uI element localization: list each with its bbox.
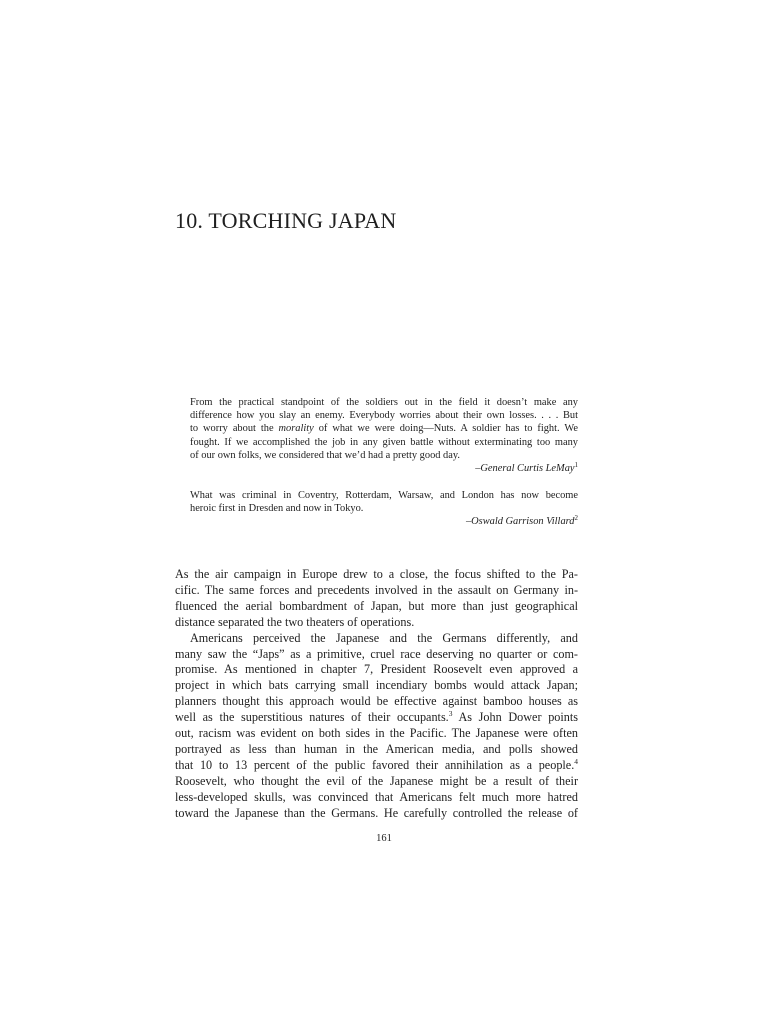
epigraph-attribution [190,515,578,528]
body-line: fluenced the aerial bombardment of Japan, but more than just geographical [175,598,578,613]
body-line: cific. The same forces and precedents involved in the assault on Germany in- [175,582,578,597]
body-line: out, racism was evident on both sides in the Pacific. The Japanese were often [175,726,578,741]
epigraph-lemay [190,396,578,475]
epigraph-attribution [190,462,578,475]
epigraph-line [190,422,578,435]
body-line: As the air campaign in Europe drew to a close, the focus shifted to the Pa- [175,567,578,581]
body-line: many saw the “Japs” as a primitive, cruel race deserving no quarter or com- [175,646,578,661]
emphasis-morality: morality [278,423,314,435]
body-text-run: well as the superstitious natures of their occupants. [175,710,449,725]
body-line [175,758,578,774]
paragraph [175,567,578,631]
chapter-title: 10. TORCHING JAPAN [175,208,397,233]
body-line: Roosevelt, who thought the evil of the Japanese might be a result of their [175,773,578,788]
body-line: toward the Japanese than the Germans. He carefully controlled the release of [175,805,578,820]
epigraph-text: to worry about the [190,423,279,435]
body-line: portrayed as less than human in the American media, and polls showed [175,741,578,756]
page-number: 161 [376,833,392,844]
body-text-run: As John Dower points [452,710,578,725]
epigraph-line: of our own folks, we considered that we’d had a pretty good day. [190,449,460,461]
epigraph-villard [190,489,578,529]
paragraph [175,631,578,822]
body-text-run: that 10 to 13 percent of the public favored their annihilation as a people. [175,757,575,772]
body-line: project in which bats carrying small incendiary bombs would attack Japan; [175,678,578,693]
body-line [175,710,578,726]
body-line: promise. As mentioned in chapter 7, President Roosevelt even approved a [175,662,578,677]
attribution-name: –Oswald Garrison Villard [465,516,575,528]
epigraph-line: heroic first in Dresden and now in Tokyo. [190,503,364,515]
attribution-name: –General Curtis LeMay [475,463,575,475]
body-line: less-developed skulls, was convinced that Americans felt much more hatred [175,789,578,804]
body-line: distance separated the two theaters of operations. [175,614,415,629]
epigraph-text: of what we were doing—Nuts. A soldier has to fight. We [313,423,578,435]
epigraph-line: fought. If we accomplished the job in any given battle without exterminating too many [190,436,578,448]
epigraph-line: What was criminal in Coventry, Rotterdam, Warsaw, and London has now become [190,490,578,501]
epigraph-line: From the practical standpoint of the soldiers out in the field it doesn’t make any [190,397,578,408]
body-line: planners thought this approach would be effective against bamboo houses as [175,694,578,709]
footnote-ref[interactable]: 4 [574,756,578,766]
footnote-ref[interactable]: 3 [448,709,453,719]
footnote-ref[interactable]: 2 [574,514,578,523]
footnote-ref[interactable]: 1 [574,461,578,470]
body-line: Americans perceived the Japanese and the Germans differently, and [190,630,578,645]
epigraph-line: difference how you slay an enemy. Everybody worries about their own losses. . . . But [190,410,578,422]
body-text [175,567,578,822]
